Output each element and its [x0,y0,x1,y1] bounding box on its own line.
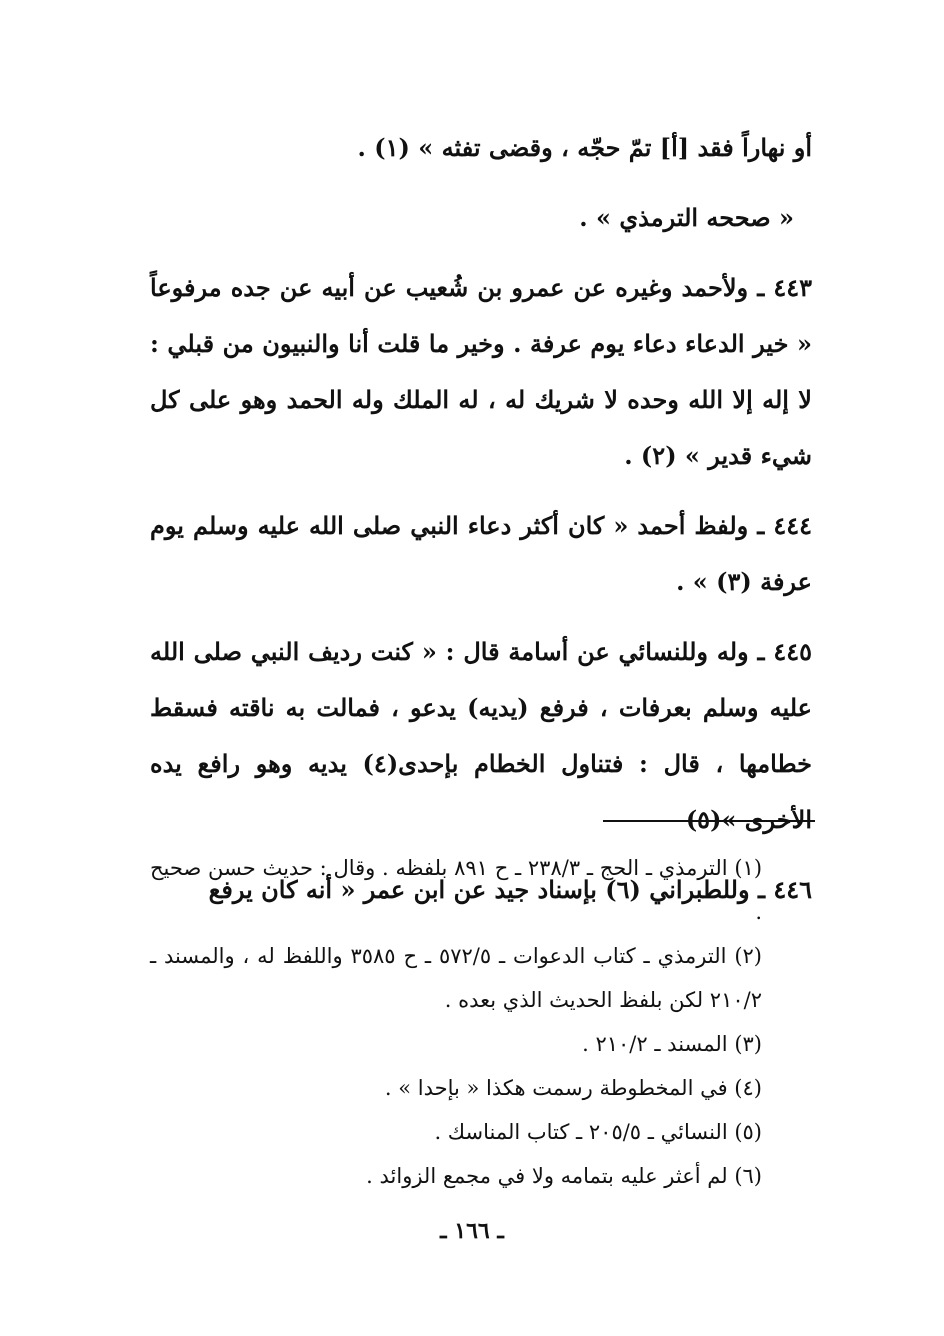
footnote-2: (٢) الترمذي ـ كتاب الدعوات ـ ٥٧٢/٥ ـ ح ٣٥٨٥ واللفظ له ، والمسند ـ ٢١٠/٢ لكن بلفظ الحديث الذي بعده . [150,944,762,1012]
page-number: ـ ١٦٦ ـ [440,1218,504,1244]
footnote-6: (٦) لم أعثر عليه بتمامه ولا في مجمع الزوائد . [366,1164,762,1188]
footnote-1: (١) الترمذي ـ الحج ـ ٢٣٨/٣ ـ ح ٨٩١ بلفظه . وقال : حديث حسن صحيح . [150,856,763,924]
footnote-4: (٤) في المخطوطة رسمت هكذا « بإحدا » . [384,1076,762,1100]
footnotes [150,846,812,1198]
paragraph-443: ٤٤٣ ـ ولأحمد وغيره عن عمرو بن شُعيب عن أبيه عن جده مرفوعاً « خير الدعاء دعاء يوم عرفة . وخير ما قلت أنا والنبيون من قبلي : لا إله إلا الله وحده لا شريك له ، له الملك وله الحمد وهو على كل شيء قدير » (٢) . [150,273,812,470]
footnote-5: (٥) النسائي ـ ٢٠٥/٥ ـ كتاب المناسك . [434,1120,762,1144]
footnote-3: (٣) المسند ـ ٢١٠/٢ . [582,1032,762,1056]
paragraph-444: ٤٤٤ ـ ولفظ أحمد « كان أكثر دعاء النبي صلى الله عليه وسلم يوم عرفة (٣) » . [150,511,812,596]
paragraph-2: « صححه الترمذي » . [579,203,794,232]
paragraph-1: أو نهاراً فقد [أ] تمّ حجّه ، وقضى تفثه » (١) . [357,133,812,162]
footnote-divider [603,820,815,822]
paragraph-446: ٤٤٦ ـ وللطبراني (٦) بإسناد جيد عن ابن عمر « أنه كان يرفع [208,875,812,904]
paragraph-445: ٤٤٥ ـ وله وللنسائي عن أسامة قال : « كنت رديف النبي صلى الله عليه وسلم بعرفات ، فرفع (يديه) يدعو ، فمالت به ناقته فسقط خطامها ، قال : فتناول الخطام بإحدى(٤) يديه وهو رافع يده الأخرى »(٥) [150,637,812,834]
main-text [150,120,812,932]
